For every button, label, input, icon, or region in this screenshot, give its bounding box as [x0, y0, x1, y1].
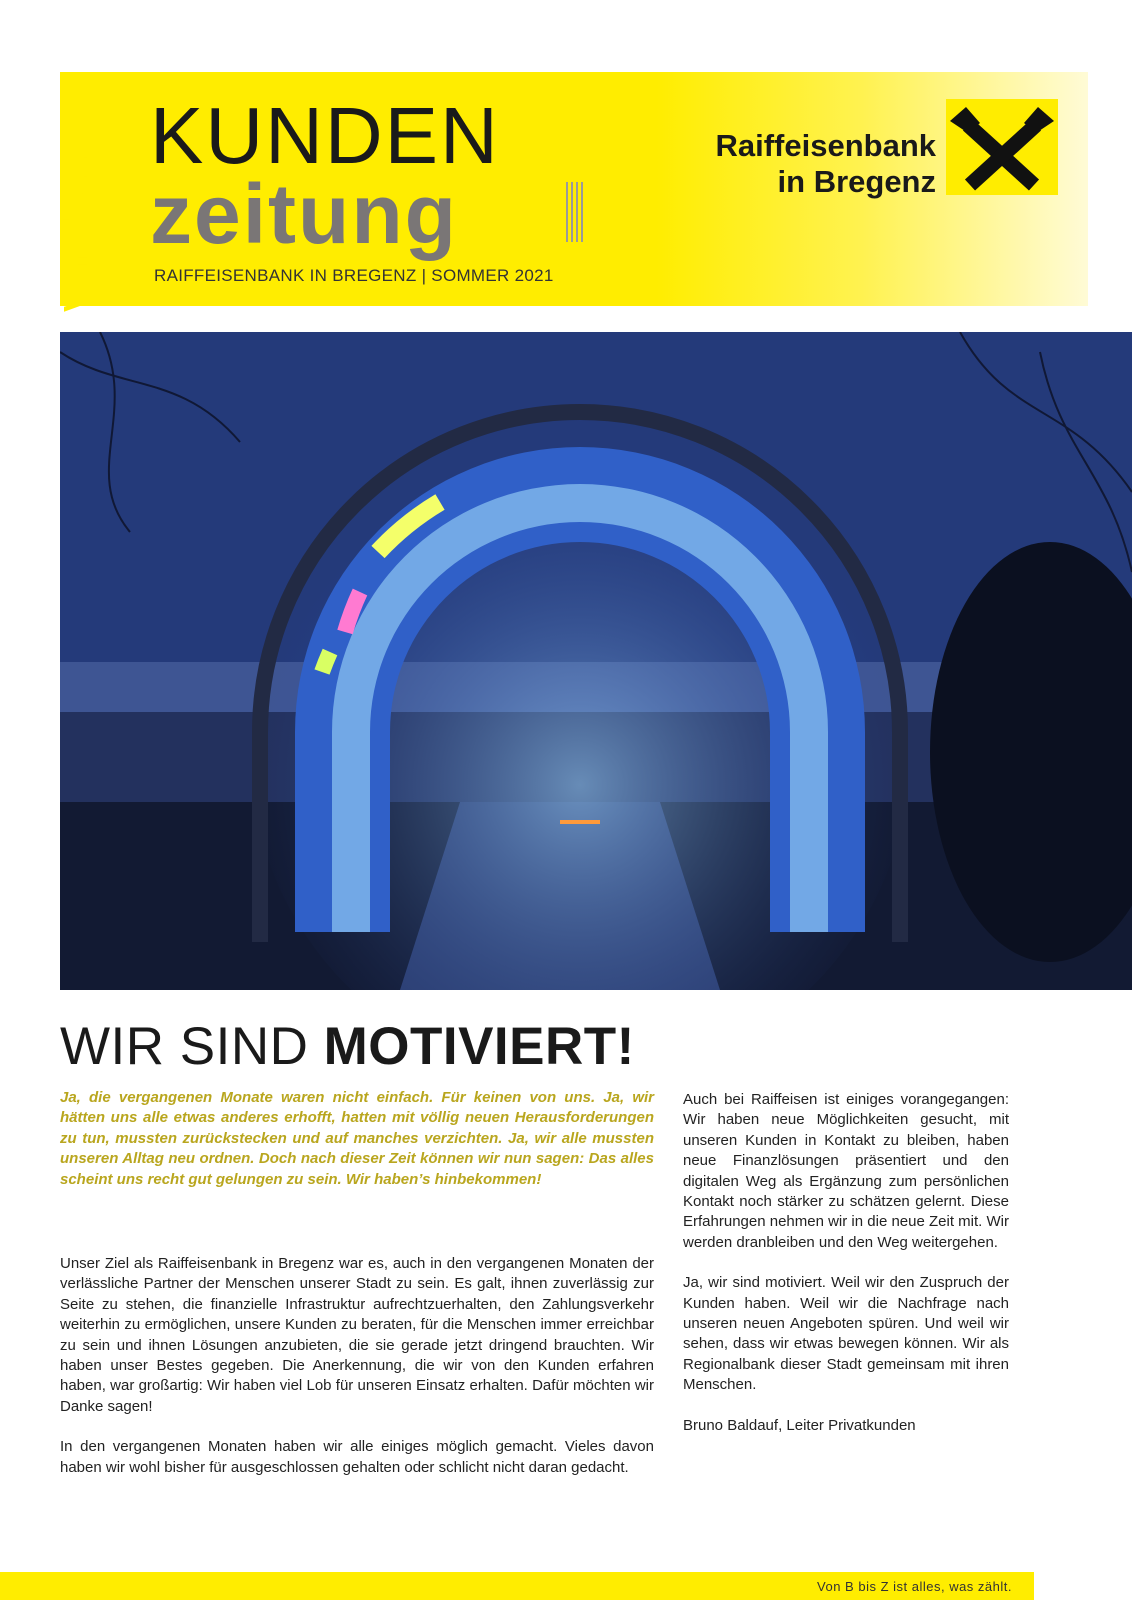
article-lead: Ja, die vergangenen Monate waren nicht einfach. Für keinen von uns. Ja, wir hätten uns alle etwas anderes erhofft, hatten mit völlig neuen Herausforderungen zu tun, mussten zurückstecken und auf manches verzichten. Ja, wir alle mussten unseren Alltag neu ordnen. Doch nach dieser Zeit können wir nun sagen: Das alles scheint uns recht gut gelungen zu sein. Wir haben’s hinbekommen! — [60, 1089, 654, 1188]
signature: Bruno Baldauf, Leiter Privatkunden — [683, 1416, 916, 1434]
vertical-tagline: VonBbisZ — [57, 156, 94, 312]
bank-name — [715, 128, 936, 200]
article-body-right — [683, 1090, 1009, 1436]
article-body-left — [60, 1254, 654, 1478]
headline-light: WIR SIND — [60, 1017, 324, 1076]
article-headline — [60, 1017, 635, 1076]
paragraph: Auch bei Raiffeisen ist einiges vorangegangen: Wir haben neue Möglichkeiten gesucht, mit unseren Kunden in Kontakt zu bleiben, haben neue Finanzlösungen präsentiert und den digitalen Weg als Ergänzung zum persönlichen Kontakt noch stärker zu schätzen gelernt. Diese Erfahrungen nehmen wir in die neue Zeit mit. Wir werden dranbleiben und den Weg weitergehen. — [683, 1091, 1009, 1251]
raiffeisen-gable-cross-icon — [946, 99, 1058, 195]
masthead-title: KUNDEN — [150, 91, 500, 180]
bank-name-line1: Raiffeisenbank — [715, 128, 936, 163]
footer-slogan: Von B bis Z ist alles, was zählt. — [817, 1579, 1012, 1594]
paragraph: Unser Ziel als Raiffeisenbank in Bregenz war es, auch in den vergangenen Monaten der verlässliche Partner der Menschen unserer Stadt zu sein. Es galt, ihnen zuverlässig zur Seite zu stehen, die finanzielle Infrastruktur aufrechtzuerhalten, den Zahlungsverkehr weiterhin zu ermöglichen, unsere Kunden zu beraten, für die Menschen immer erreichbar zu sein und ihnen Lösungen anzubieten, die sie gerade jetzt dringend brauchten. Wir haben unser Bestes gegeben. Die Anerkennung, die wir von den Kunden erfahren haben, war großartig: Wir haben viel Lob für unseren Einsatz erhalten. Dafür möchten wir Danke sagen! — [60, 1255, 654, 1415]
masthead-subtitle: zeitung — [150, 167, 458, 261]
footer-band — [0, 1572, 1034, 1600]
bank-name-line2: in Bregenz — [777, 164, 936, 199]
headline-bold: MOTIVIERT! — [323, 1017, 635, 1076]
masthead-edition: RAIFFEISENBANK IN BREGENZ | SOMMER 2021 — [154, 266, 554, 285]
paragraph: In den vergangenen Monaten haben wir alle einiges möglich gemacht. Vieles davon haben wir wohl bisher für ausgeschlossen gehalten oder schlicht nicht daran gedacht. — [60, 1438, 654, 1476]
illuminated-tube-arch-photo — [60, 332, 1132, 990]
paragraph: Ja, wir sind motiviert. Weil wir den Zuspruch der Kunden haben. Weil wir die Nachfrage nach unseren neuen Angeboten spüren. Und weil wir sehen, dass wir etwas bewegen können. Wir als Regionalbank dieser Stadt gemeinsam mit ihren Menschen. — [683, 1274, 1009, 1394]
decorative-bars — [566, 182, 584, 242]
